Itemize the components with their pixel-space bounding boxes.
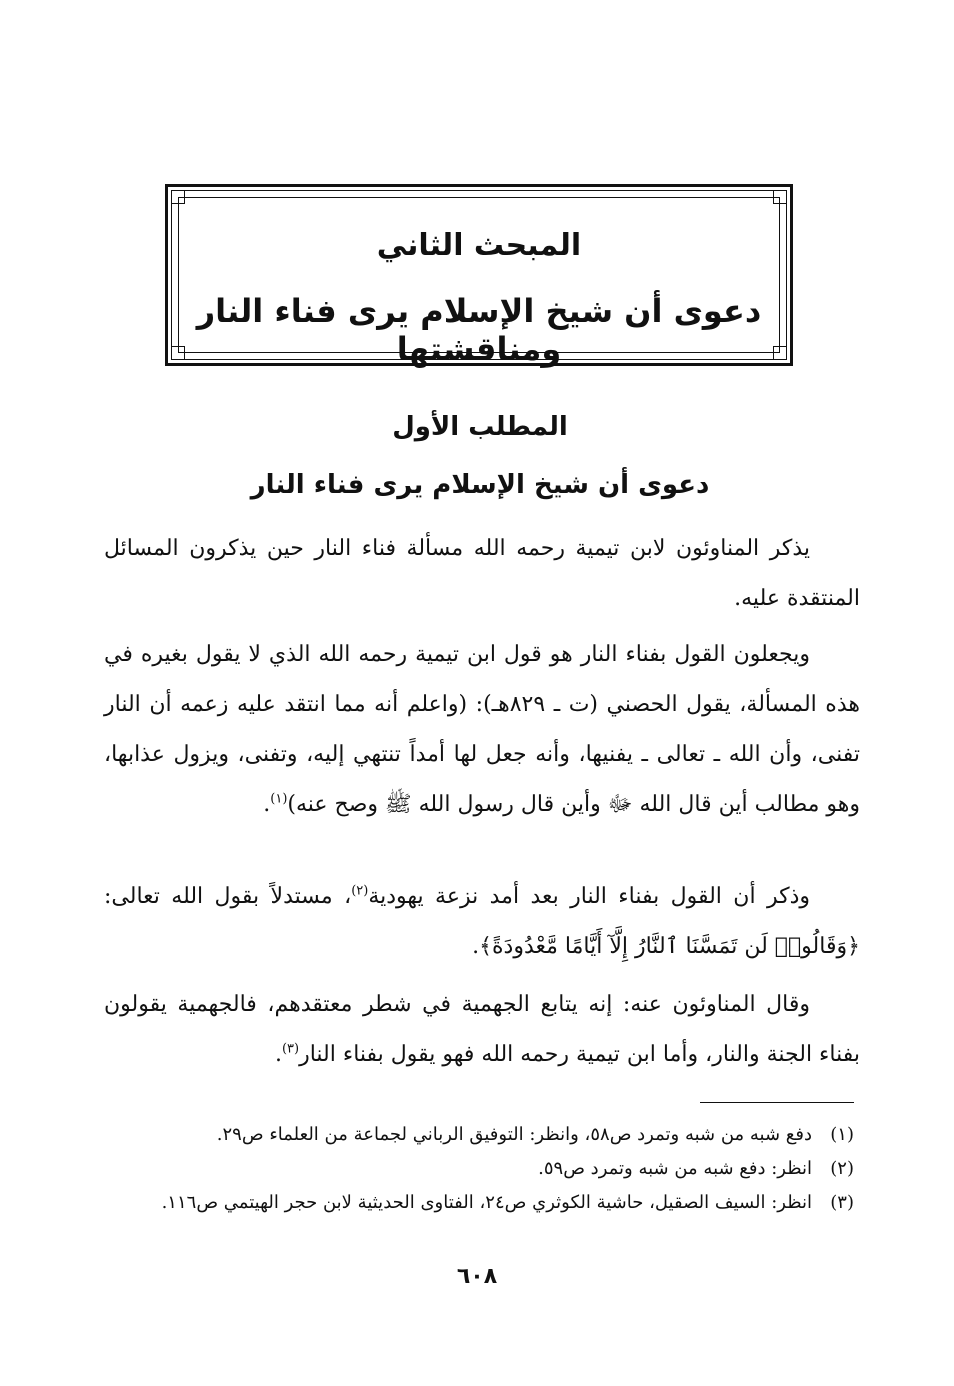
paragraph-text: يذكر المناوئون لابن تيمية رحمه الله مسألة فناء النار حين يذكرون المسائل المنتقدة عليه.: [104, 536, 860, 611]
footnote-item: [104, 1152, 854, 1186]
chapter-label: المبحث الثاني: [376, 228, 582, 263]
paragraph: [104, 980, 860, 1080]
frame-corner-ornament: [171, 190, 185, 204]
paragraph-text: ويجعلون القول بفناء النار هو قول ابن تيمية رحمه الله الذي لا يقول بغيره في هذه المسألة، يقول الحصني (ت ـ ٨٢٩هـ): (واعلم أنه مما انتقد عليه زعمه أن النار تفنى، وأن الله ـ تعالى ـ يفنيها، وأنه جعل لها أمداً تنتهي إليه، وتفنى، ويزول عذابها، وهو مطالب أين قال الله ﷻ وأين قال رسول الله ﷺ وصح عنه): [104, 642, 860, 817]
footnote-marker[interactable]: (٢): [351, 883, 369, 899]
footnote-marker[interactable]: (٣): [281, 1041, 300, 1057]
footnote-separator: [700, 1102, 854, 1103]
footnote-text: انظر: دفع شبه من شبه وتمرد ص٥٩.: [538, 1158, 812, 1179]
paragraph: [104, 524, 860, 624]
footnote-text: انظر: السيف الصقيل، حاشية الكوثري ص٢٤، الفتاوى الحديثية لابن حجر الهيتمي ص١١٦.: [161, 1192, 812, 1213]
paragraph-text: وقال المناوئون عنه: إنه يتابع الجهمية في شطر معتقدهم، فالجهمية يقولون بفناء الجنة والنار، وأما ابن تيمية رحمه الله فهو يقول بفناء النار: [104, 992, 860, 1067]
paragraph-tail: .: [274, 1042, 282, 1067]
footnote-item: [104, 1118, 854, 1152]
footnote-number: (١): [830, 1124, 854, 1145]
frame-corner-ornament: [773, 190, 787, 204]
section-label: المطلب الأول: [392, 412, 568, 442]
paragraph: [104, 630, 860, 830]
paragraph: [104, 872, 860, 972]
paragraph-tail: .: [263, 792, 271, 817]
footnotes: [104, 1118, 854, 1220]
footnote-number: (٣): [830, 1192, 854, 1213]
paragraph-text: وذكر أن القول بفناء النار بعد أمد نزعة يهودية: [368, 884, 810, 909]
footnote-marker[interactable]: (١): [270, 791, 288, 807]
footnote-text: دفع شبه من شبه وتمرد ص٥٨، وانظر: التوفيق الرباني لجماعة من العلماء ص٢٩.: [216, 1124, 812, 1145]
footnote-item: [104, 1186, 854, 1220]
footnote-number: (٢): [830, 1158, 854, 1179]
section-title: دعوى أن شيخ الإسلام يرى فناء النار: [250, 470, 710, 500]
paragraph-tail: ، مستدلاً بقول الله تعالى: ﴿وَقَالُوا۟ لَن تَمَسَّنَا ٱلنَّارُ إِلَّآ أَيَّامًا مَّعْدُودَةً﴾.: [104, 884, 860, 959]
page-number: ٦٠٨: [456, 1264, 498, 1289]
chapter-title: دعوى أن شيخ الإسلام يرى فناء النار ومناقشتها: [196, 292, 762, 368]
